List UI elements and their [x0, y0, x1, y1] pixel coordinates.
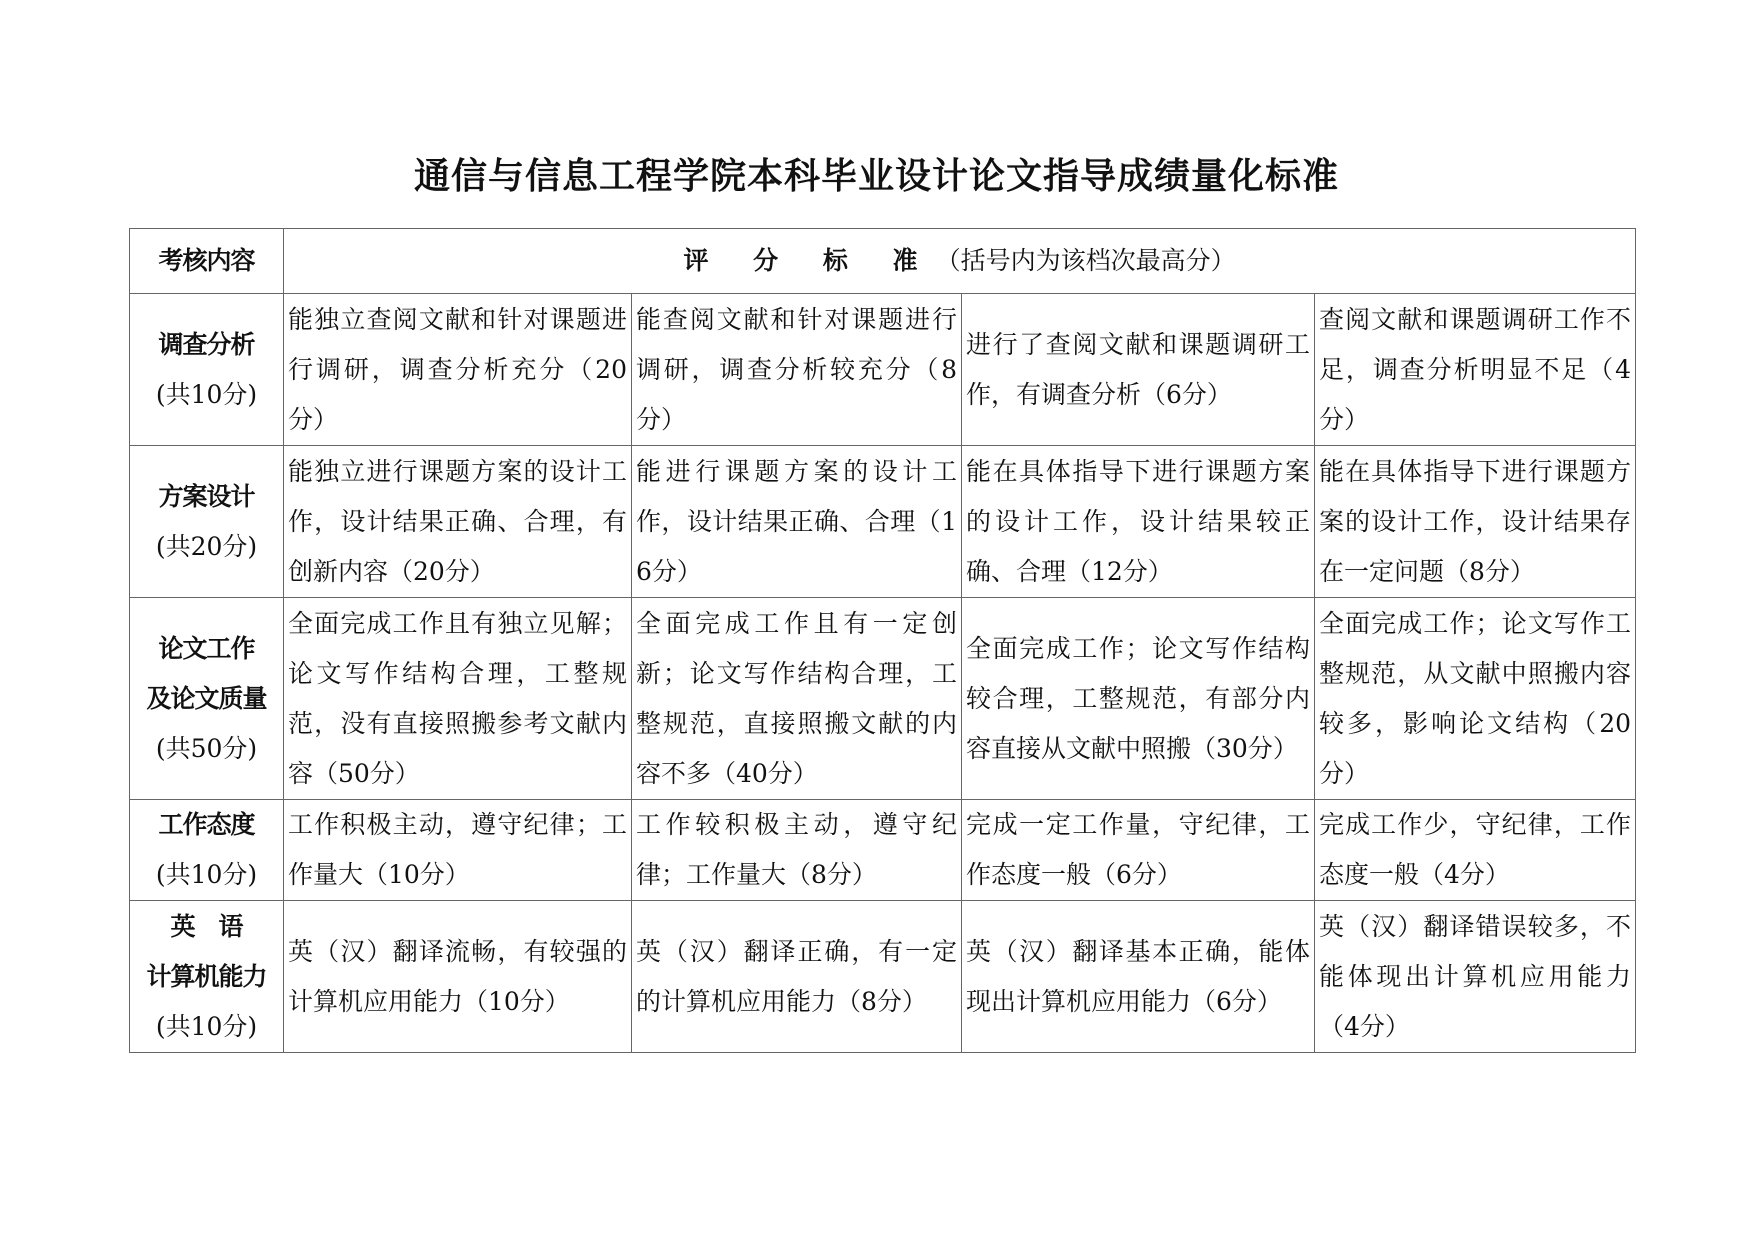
criteria-cell: 英（汉）翻译流畅，有较强的计算机应用能力（10分）: [284, 901, 632, 1053]
document-title: 通信与信息工程学院本科毕业设计论文指导成绩量化标准: [413, 156, 1339, 197]
criteria-cell: 能查阅文献和针对课题进行调研，调查分析较充分（8分）: [632, 294, 962, 446]
criteria-cell: 全面完成工作且有独立见解；论文写作结构合理，工整规范，没有直接照搬参考文献内容（50分）: [284, 598, 632, 800]
criteria-note: （括号内为该档次最高分）: [935, 246, 1236, 275]
category-cell: [130, 598, 284, 800]
category-points: (共10分): [155, 1011, 258, 1041]
header-row: [130, 229, 1636, 294]
criteria-cell: 进行了查阅文献和课题调研工作，有调查分析（6分）: [962, 294, 1315, 446]
category-cell: [130, 901, 284, 1053]
criteria-cell: 能在具体指导下进行课题方案的设计工作，设计结果较正确、合理（12分）: [962, 446, 1315, 598]
category-name: 工作态度: [158, 810, 255, 839]
criteria-cell: 完成一定工作量，守纪律，工作态度一般（6分）: [962, 800, 1315, 901]
table-row: [130, 294, 1636, 446]
criteria-cell: 英（汉）翻译正确，有一定的计算机应用能力（8分）: [632, 901, 962, 1053]
table-row: [130, 446, 1636, 598]
criteria-cell: 工作较积极主动，遵守纪律；工作量大（8分）: [632, 800, 962, 901]
category-points: (共20分): [155, 531, 258, 561]
category-points: (共50分): [155, 733, 258, 763]
criteria-cell: 工作积极主动，遵守纪律；工作量大（10分）: [284, 800, 632, 901]
grading-table: [129, 228, 1636, 1053]
criteria-label: 评 分 标 准: [683, 246, 936, 275]
table-row: [130, 901, 1636, 1053]
header-assessment-content: [130, 229, 284, 294]
category-points: (共10分): [155, 379, 258, 409]
criteria-cell: 能进行课题方案的设计工作，设计结果正确、合理（16分）: [632, 446, 962, 598]
criteria-cell: 查阅文献和课题调研工作不足，调查分析明显不足（4分）: [1315, 294, 1636, 446]
criteria-cell: 能独立查阅文献和针对课题进行调研，调查分析充分（20分）: [284, 294, 632, 446]
table-row: [130, 800, 1636, 901]
criteria-cell: 全面完成工作；论文写作结构较合理，工整规范，有部分内容直接从文献中照搬（30分）: [962, 598, 1315, 800]
category-cell: [130, 446, 284, 598]
category-name-line2: 及论文质量: [146, 683, 267, 713]
criteria-cell: 全面完成工作且有一定创新；论文写作结构合理，工整规范，直接照搬文献的内容不多（40分）: [632, 598, 962, 800]
header-label: 考核内容: [158, 246, 255, 275]
category-cell: [130, 800, 284, 901]
criteria-cell: 英（汉）翻译错误较多，不能体现出计算机应用能力（4分）: [1315, 901, 1636, 1053]
criteria-cell: 能在具体指导下进行课题方案的设计工作，设计结果存在一定问题（8分）: [1315, 446, 1636, 598]
category-name-line2: 计算机能力: [146, 961, 267, 991]
category-name: 论文工作: [158, 633, 255, 663]
header-criteria: [284, 229, 1636, 294]
table-row: [130, 598, 1636, 800]
category-points: (共10分): [155, 860, 258, 889]
category-cell: [130, 294, 284, 446]
category-name: 英 语: [170, 911, 243, 941]
category-name: 方案设计: [158, 481, 255, 511]
category-name: 调查分析: [158, 329, 255, 359]
criteria-cell: 能独立进行课题方案的设计工作，设计结果正确、合理，有创新内容（20分）: [284, 446, 632, 598]
criteria-cell: 英（汉）翻译基本正确，能体现出计算机应用能力（6分）: [962, 901, 1315, 1053]
criteria-cell: 完成工作少，守纪律，工作态度一般（4分）: [1315, 800, 1636, 901]
criteria-cell: 全面完成工作；论文写作工整规范，从文献中照搬内容较多，影响论文结构（20分）: [1315, 598, 1636, 800]
